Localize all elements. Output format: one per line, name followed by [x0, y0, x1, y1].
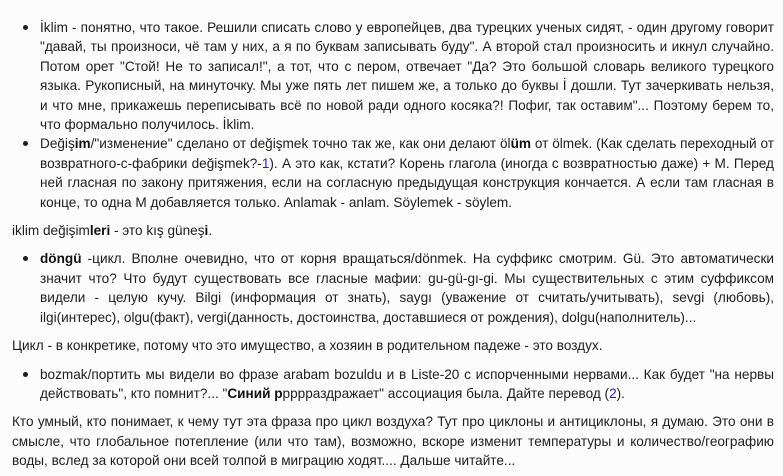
bullet-icon: [23, 372, 28, 377]
dongu-paragraph: -цикл. Вполне очевидно, что от корня вращаться/dönmek. На суффикс смотрим. Gü. Это автоматически значит что? Что будут существовать все гласные мафии: gu-gü-gı-gi. Мы существительных с этим суффиксом видели - целую кучу. Bilgi (информация от знать), saygı (уважение от считать/учитывать), sevgi (любовь), ilgi(интерес), olgu(факт), vergi(данность, достоинства, доставшиеся от рождения), dolgu(наполнитель)...: [40, 251, 774, 325]
footnote-link-1[interactable]: 1: [261, 155, 270, 171]
bullet-icon: [23, 256, 28, 261]
list-item-degisim: [40, 134, 774, 212]
degisim-text-2: от ölmek. (Как сделать переходный от возвратного-с-фабрики değişmek?-: [40, 136, 774, 171]
iklim-paragraph: İklim - понятно, что такое. Решили списать слово у европейцев, два турецких ученых сидят, - один другому говорит "давай, ты произноси, чё там у них, а я по буквам записывать буду". А второй стал произносить и икнул случайно. Потом орет "Стой! Не то записал!", а тот, что с пером, отвечает "Да? Это большой словарь великого турецкого языка. Рукописный, на минуточку. Мы уже пять лет пишем же, а только до буквы İ дошли. Тут зачеркивать нельзя, и что мне, прикажешь переписывать всё по новой ради одного косяка?! Пофиг, так оставим"... Поэтому берем то, что формально получилось. İklim.: [40, 20, 774, 133]
bullet-icon: [23, 141, 28, 146]
closing-paragraph: Кто умный, кто понимает, к чему тут эта фраза про цикл воздуха? Тут про циклоны и антициклоны, я думаю. Это они в смысле, что глобальное потепление (или что там), возможно, вскоре изменит температуры и количество/географию воды, вслед за которой они всей толпой в миграцию ходят.... Дальше читайте...: [12, 414, 774, 469]
phrase-part: - это kış güneş: [110, 223, 205, 239]
degisim-text-1: /"изменение" сделано от değişmek точно так же, как они делают öl: [90, 136, 511, 152]
bozmak-bold: Синий р: [227, 385, 283, 401]
bozmak-text-1: bozmak/портить мы видели во фразе arabam bozuldu и в Liste-20 с испорченными нервами... Как будет "на нервы действовать", кто помнит?... ": [40, 366, 774, 401]
cycle-line: Цикл - в конкретике, потому что это имущество, а хозяин в родительном падеже - это воздух.: [12, 338, 603, 354]
term-dongu: döngü: [40, 251, 82, 267]
phrase-part: .: [208, 223, 213, 239]
term-olum-suffix: üm: [510, 136, 531, 152]
footnote-link-2[interactable]: 2: [609, 385, 617, 401]
list-item-dongu: [40, 249, 774, 327]
document-body: [12, 18, 774, 471]
bullet-list-3: [12, 365, 774, 404]
term-degisim-root: Değiş: [40, 136, 75, 152]
phrase-bold-suffix: i: [204, 223, 209, 239]
phrase-bold-suffix: leri: [89, 223, 111, 239]
bozmak-text-3: ).: [616, 385, 625, 401]
list-item-bozmak: [40, 365, 774, 404]
phrase-line: [12, 221, 774, 240]
degisim-text-3: ). А это как, кстати? Корень глагола (иногда с возвратностью даже) + M. Перед ней гласная по закону притяжения, если на согласную предыдущая конструкция кончается. А если там гласная в конце, то одна M добавляется только. Anlamak - anlam. Söylemek - söylem.: [40, 155, 774, 210]
bullet-list-1: [12, 18, 774, 212]
bullet-list-2: [12, 249, 774, 327]
term-degisim-suffix: im: [74, 136, 91, 152]
list-item-iklim: [40, 18, 774, 134]
bullet-icon: [23, 25, 28, 30]
bozmak-text-2: рррраздражает" ассоциация была. Дайте перевод (: [282, 385, 610, 401]
phrase-part: iklim değişim: [12, 223, 90, 239]
